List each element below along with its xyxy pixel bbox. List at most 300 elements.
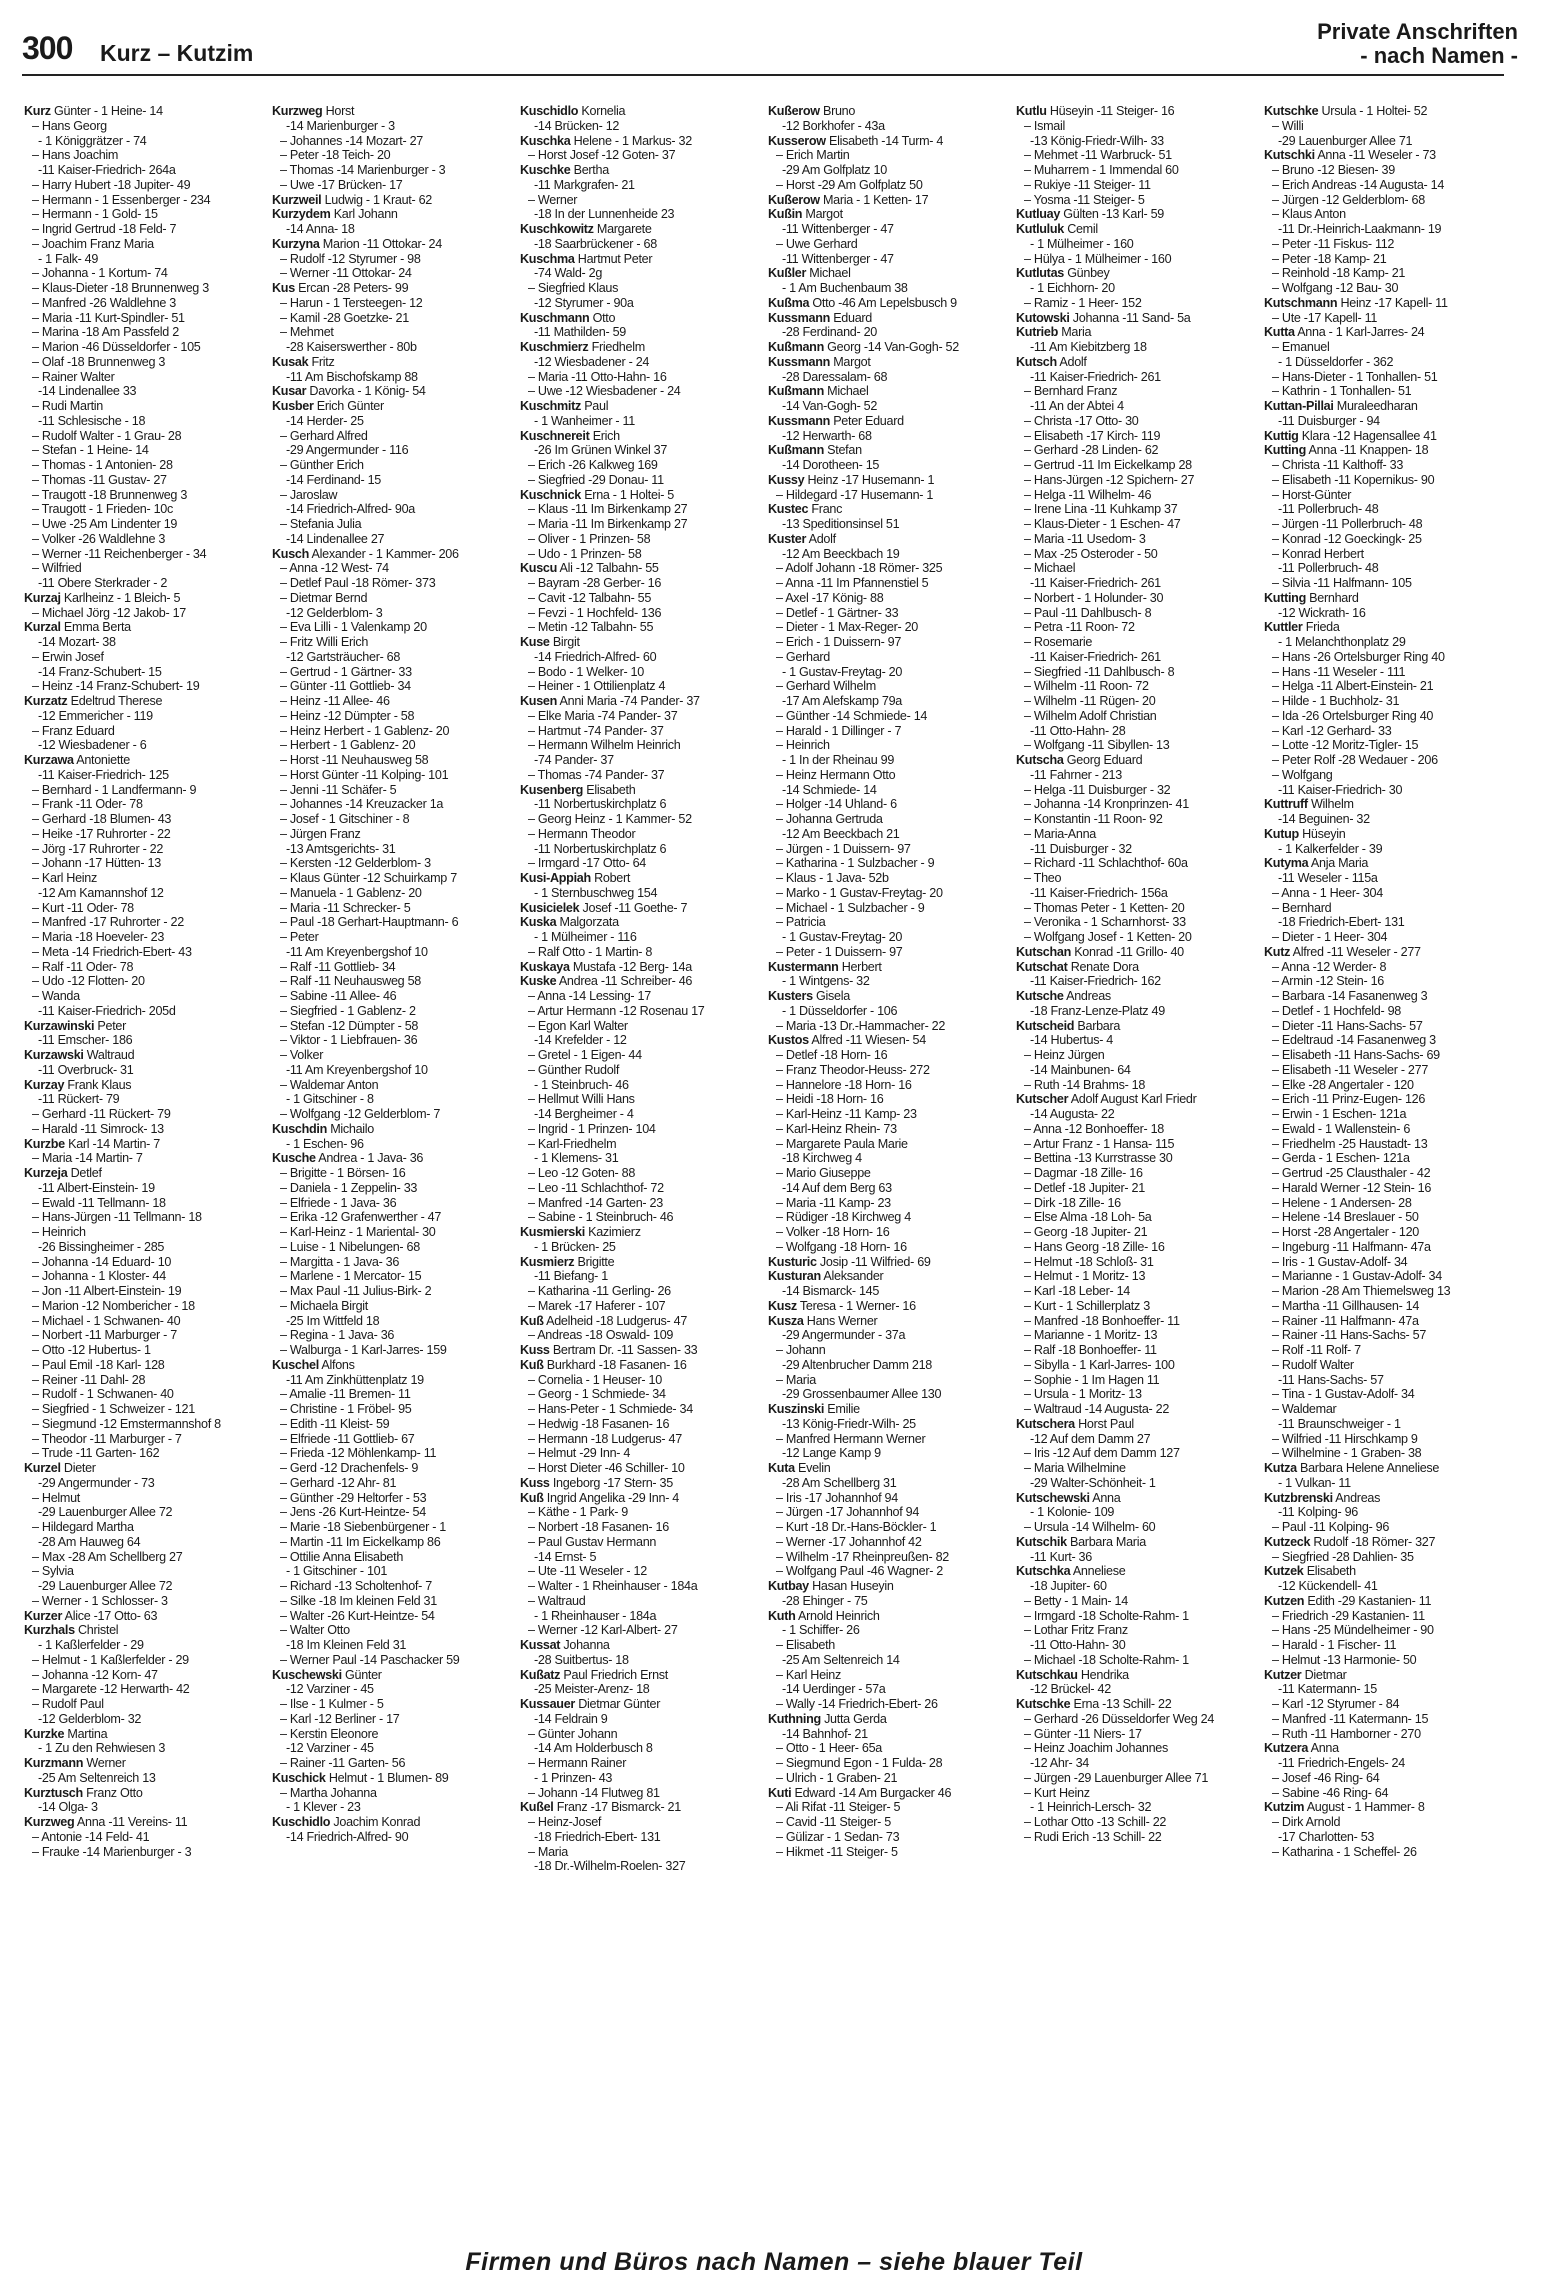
listing-entry: [24, 694, 268, 709]
entry-text: – Hildegard Martha: [32, 1520, 134, 1534]
entry-text: – Hans-Jürgen -11 Tellmann- 18: [32, 1210, 202, 1225]
entry-text: -11 Schlesische - 18: [38, 413, 146, 428]
listing-entry: [272, 355, 516, 370]
entry-text: – Norbert - 1 Holunder- 30: [1024, 590, 1164, 605]
listing-entry: [24, 1255, 268, 1270]
surname: Kurzmann: [24, 1756, 84, 1770]
entry-text: – Jenni -11 Schäfer- 5: [280, 782, 397, 797]
entry-text: – Wilhelm -11 Roon- 72: [1024, 679, 1149, 694]
listing-entry: [520, 178, 764, 193]
entry-text: - 1 Melanchthonplatz 29: [1278, 635, 1406, 649]
listing-entry: [272, 1446, 516, 1461]
listing-entry: [24, 738, 268, 753]
entry-text: – Michael Jörg -12 Jakob- 17: [32, 605, 187, 620]
entry-text: – Karl-Heinz -11 Kamp- 23: [776, 1107, 917, 1121]
surname: Kutting: [1264, 443, 1306, 458]
listing-entry: [1016, 1299, 1260, 1314]
listing-entry: [1264, 945, 1502, 960]
listing-entry: [272, 1815, 516, 1830]
entry-text: – Manfred -26 Waldlehne 3: [32, 295, 176, 310]
listing-entry: [1016, 753, 1260, 768]
listing-entry: [768, 266, 1012, 281]
entry-text: Christel: [78, 1623, 119, 1638]
entry-text: – Klaus -11 Im Birkenkamp 27: [528, 502, 688, 517]
entry-text: Georg Eduard: [1066, 753, 1143, 767]
entry-text: -14 Brücken- 12: [534, 118, 620, 133]
entry-text: -11 Mathilden- 59: [534, 325, 626, 340]
listing-entry: [1264, 1196, 1502, 1211]
listing-entry: [24, 1535, 268, 1550]
entry-text: – Udo -12 Flotten- 20: [32, 974, 145, 989]
entry-text: – Leo -11 Schlachthof- 72: [528, 1180, 664, 1195]
entry-text: – Johanna -14 Kronprinzen- 41: [1024, 797, 1189, 812]
surname: Kutschmann: [1264, 295, 1338, 310]
listing-entry: [768, 827, 1012, 842]
listing-entry: [768, 340, 1012, 355]
listing-entry: [272, 812, 516, 827]
entry-text: – Thomas -74 Pander- 37: [528, 767, 665, 782]
entry-text: – Stefania Julia: [280, 517, 362, 531]
listing-entry: [520, 827, 764, 842]
entry-text: Anja Maria: [1310, 856, 1369, 871]
entry-text: – Horst -28 Angertaler - 120: [1272, 1225, 1420, 1239]
entry-text: Franc: [811, 502, 843, 517]
entry-text: – Maria -11 Usedom- 3: [1024, 531, 1146, 546]
listing-entry: [520, 1122, 764, 1137]
listing-entry: [1264, 547, 1502, 562]
surname: Kutting: [1264, 590, 1306, 605]
entry-text: -28 Am Hauweg 64: [38, 1534, 141, 1549]
entry-text: – Walter -26 Kurt-Heintze- 54: [280, 1608, 435, 1623]
listing-entry: [272, 443, 516, 458]
entry-text: – Kurt Heinz: [1024, 1785, 1090, 1800]
section-title: [1317, 20, 1518, 68]
listing-entry: [520, 1358, 764, 1373]
entry-text: Evelin: [798, 1461, 831, 1475]
listing-entry: [520, 1741, 764, 1756]
entry-text: – Werner -12 Karl-Albert- 27: [528, 1623, 678, 1638]
listing-entry: [24, 193, 268, 208]
listing-entry: [1016, 1387, 1260, 1402]
listing-entry: [272, 989, 516, 1004]
listing-entry: [520, 1255, 764, 1270]
entry-text: – Max -25 Osteroder - 50: [1024, 546, 1158, 561]
entry-text: – Ramiz - 1 Heer- 152: [1024, 295, 1142, 310]
surname: Kus: [272, 281, 295, 295]
listing-entry: [1016, 1284, 1260, 1299]
listing-entry: [1264, 665, 1502, 680]
entry-text: – Gerd -12 Drachenfels- 9: [280, 1461, 419, 1475]
listing-entry: [24, 266, 268, 281]
listing-entry: [24, 768, 268, 783]
entry-text: – Kamil -28 Goetzke- 21: [280, 310, 409, 325]
listing-entry: [768, 856, 1012, 871]
entry-text: – Siegfried -28 Dahlien- 35: [1272, 1549, 1414, 1564]
listing-entry: [272, 237, 516, 252]
entry-text: – Elke Maria -74 Pander- 37: [528, 708, 678, 723]
entry-text: -11 An der Abtei 4: [1030, 399, 1124, 413]
entry-text: – Karl-Heinz Rhein- 73: [776, 1121, 897, 1136]
entry-text: – Rudolf Paul: [32, 1697, 104, 1711]
listing-entry: [520, 591, 764, 606]
entry-text: – Bodo - 1 Welker- 10: [528, 664, 644, 679]
entry-text: Klara -12 Hagensallee 41: [1301, 428, 1437, 443]
entry-text: – Gerhard -28 Linden- 62: [1024, 443, 1159, 458]
listing-entry: [24, 355, 268, 370]
entry-text: - 1 Mülheimer - 116: [534, 930, 637, 944]
entry-text: – Anna -12 Bonhoeffer- 18: [1024, 1121, 1165, 1136]
listing-entry: [768, 960, 1012, 975]
listing-entry: [24, 1033, 268, 1048]
listing-entry: [24, 1476, 268, 1491]
entry-text: -14 Feldrain 9: [534, 1711, 608, 1726]
listing-entry: [1016, 738, 1260, 753]
listing-entry: [768, 694, 1012, 709]
entry-text: – Marie -18 Siebenbürgener - 1: [280, 1520, 447, 1534]
entry-text: -13 Speditionsinsel 51: [782, 517, 900, 531]
entry-text: – Günter -11 Gottlieb- 34: [280, 679, 411, 694]
entry-text: Barbara Maria: [1070, 1534, 1146, 1549]
listing-entry: [1264, 1491, 1502, 1506]
listing-entry: [768, 296, 1012, 311]
surname: Kuttler: [1264, 620, 1303, 635]
listing-entry: [768, 1756, 1012, 1771]
entry-text: -11 Markgrafen- 21: [534, 177, 635, 192]
entry-text: – Ingrid Gertrud -18 Feld- 7: [32, 222, 177, 236]
entry-text: – Wolfgang: [1272, 767, 1333, 782]
entry-text: -14 Lindenallee 27: [286, 531, 385, 546]
entry-text: -18 Franz-Lenze-Platz 49: [1030, 1003, 1165, 1018]
listing-entry: [24, 311, 268, 326]
entry-text: – Thomas Peter - 1 Ketten- 20: [1024, 900, 1185, 915]
listing-entry: [768, 1417, 1012, 1432]
entry-text: Adolf August Karl Friedr: [1070, 1092, 1197, 1107]
listing-entry: [272, 709, 516, 724]
entry-text: – Helmut: [32, 1490, 80, 1505]
entry-text: – Karl-Heinz - 1 Mariental- 30: [280, 1225, 436, 1239]
listing-entry: [24, 1505, 268, 1520]
entry-text: - 1 Gustav-Freytag- 20: [782, 664, 903, 679]
entry-text: – Silke -18 Im kleinen Feld 31: [280, 1593, 437, 1608]
listing-entry: [768, 488, 1012, 503]
listing-entry: [24, 930, 268, 945]
entry-text: – Elisabeth -17 Kirch- 119: [1024, 428, 1161, 443]
listing-entry: [520, 517, 764, 532]
entry-text: – Klaus Anton: [1272, 207, 1346, 222]
listing-entry: [520, 576, 764, 591]
entry-text: -11 Obere Sterkrader - 2: [38, 576, 168, 590]
entry-text: Waltraud: [86, 1048, 135, 1062]
listing-entry: [1264, 532, 1502, 547]
listing-entry: [1264, 1461, 1502, 1476]
entry-text: – Wilhelm Adolf Christian: [1024, 708, 1157, 723]
surname: Kußel: [520, 1800, 554, 1815]
listing-entry: [1016, 1505, 1260, 1520]
entry-text: – Egon Karl Walter: [528, 1018, 628, 1033]
entry-text: – Antonie -14 Feld- 41: [32, 1829, 150, 1844]
entry-text: – Detlef -18 Jupiter- 21: [1024, 1180, 1145, 1195]
entry-text: – Stefan -12 Dümpter - 58: [280, 1018, 419, 1033]
entry-text: – Peter -18 Kamp- 21: [1272, 251, 1387, 266]
entry-text: – Heinrich: [776, 738, 830, 753]
listing-entry: [1264, 768, 1502, 783]
listing-entry: [1264, 738, 1502, 753]
entry-text: Teresa - 1 Werner- 16: [799, 1298, 916, 1313]
listing-entry: [768, 1210, 1012, 1225]
listing-entry: [1016, 1446, 1260, 1461]
entry-text: -18 Jupiter- 60: [1030, 1579, 1107, 1593]
listing-entry: [520, 473, 764, 488]
entry-text: – Rainer -11 Hans-Sachs- 57: [1272, 1328, 1427, 1343]
listing-entry: [1264, 827, 1502, 842]
listing-entry: [1016, 207, 1260, 222]
entry-text: Elisabeth: [586, 782, 636, 797]
entry-text: -12 Am Beeckbach 21: [782, 826, 900, 841]
surname: Kußmann: [768, 340, 824, 354]
listing-entry: [1264, 1756, 1502, 1771]
entry-text: Marion -11 Ottokar- 24: [322, 236, 442, 251]
listing-entry: [768, 1668, 1012, 1683]
entry-text: – Marina -18 Am Passfeld 2: [32, 325, 179, 340]
listing-entry: [24, 1151, 268, 1166]
listing-entry: [272, 1712, 516, 1727]
listing-entry: [272, 694, 516, 709]
listing-entry: [272, 827, 516, 842]
entry-text: – Else Alma -18 Loh- 5a: [1024, 1210, 1152, 1225]
entry-text: -14 Uerdinger - 57a: [782, 1682, 886, 1697]
entry-text: – Muharrem - 1 Immendal 60: [1024, 163, 1179, 177]
listing-entry: [1016, 1255, 1260, 1270]
listing-entry: [24, 296, 268, 311]
surname: Kutzera: [1264, 1741, 1309, 1756]
listing-entry: [768, 1255, 1012, 1270]
entry-text: – Rolf -11 Rolf- 7: [1272, 1343, 1361, 1357]
listing-entry: [272, 281, 516, 296]
entry-text: -12 Emmericher - 119: [38, 708, 153, 723]
entry-text: – Margarete -12 Herwarth- 42: [32, 1682, 190, 1697]
listing-entry: [768, 1358, 1012, 1373]
listing-entry: [1016, 1697, 1260, 1712]
surname: Kusen: [520, 694, 557, 708]
listing-entry: [1264, 694, 1502, 709]
entry-text: - 1 Prinzen- 43: [534, 1770, 613, 1785]
entry-text: – Siegmund Egon - 1 Fulda- 28: [776, 1756, 943, 1770]
listing-entry: [1264, 473, 1502, 488]
listing-entry: [1016, 1741, 1260, 1756]
entry-text: -11 Friedrich-Engels- 24: [1278, 1756, 1405, 1770]
listing-entry: [768, 1299, 1012, 1314]
listing-entry: [768, 1520, 1012, 1535]
entry-text: – Gerhard -18 Blumen- 43: [32, 812, 172, 826]
listing-entry: [768, 1196, 1012, 1211]
entry-text: Cemil: [1067, 222, 1098, 236]
entry-text: – Wilhelm -11 Rügen- 20: [1024, 694, 1156, 708]
entry-text: – Harald -11 Simrock- 13: [32, 1121, 164, 1136]
listing-entry: [1264, 340, 1502, 355]
listing-entry: [1264, 1550, 1502, 1565]
entry-text: -26 Bissingheimer - 285: [38, 1239, 165, 1254]
entry-text: – Paul Emil -18 Karl- 128: [32, 1357, 165, 1372]
entry-text: -29 Angermunder - 73: [38, 1475, 155, 1490]
surname: Kusber: [272, 399, 314, 413]
entry-text: – Manfred -14 Garten- 23: [528, 1195, 663, 1210]
listing-entry: [24, 517, 268, 532]
listing-entry: [272, 207, 516, 222]
entry-text: – Walter - 1 Rheinhauser - 184a: [528, 1579, 698, 1593]
listing-entry: [768, 1564, 1012, 1579]
entry-text: Konrad -11 Grillo- 40: [1074, 944, 1184, 959]
entry-text: - 1 Steinbruch- 46: [534, 1077, 629, 1092]
listing-entry: [520, 532, 764, 547]
listing-entry: [272, 1476, 516, 1491]
listing-entry: [272, 753, 516, 768]
entry-text: – Siegfried - 1 Schweizer - 121: [32, 1402, 195, 1416]
listing-entry: [24, 1594, 268, 1609]
entry-text: – Hermann - 1 Essenberger - 234: [32, 192, 211, 207]
listing-entry: [768, 1727, 1012, 1742]
entry-text: – Bernhard: [1272, 900, 1332, 915]
entry-text: - 1 Rheinhauser - 184a: [534, 1608, 657, 1623]
entry-text: - 1 Königgrätzer - 74: [38, 133, 147, 148]
listing-entry: [768, 1741, 1012, 1756]
listing-entry: [24, 620, 268, 635]
surname: Kutsch: [1016, 354, 1057, 369]
entry-text: – Helga -11 Duisburger - 32: [1024, 782, 1171, 797]
entry-text: – Ralf -18 Bonhoeffer- 11: [1024, 1343, 1157, 1357]
listing-entry: [520, 1387, 764, 1402]
entry-text: – Hermann Theodor: [528, 826, 636, 841]
entry-text: – Edeltraud -14 Fasanenweg 3: [1272, 1033, 1436, 1048]
listing-entry: [520, 1033, 764, 1048]
listing-entry: [1016, 178, 1260, 193]
entry-text: – Helga -11 Wilhelm- 46: [1024, 487, 1152, 502]
entry-text: Dietmar: [1304, 1667, 1347, 1682]
listing-entry: [768, 355, 1012, 370]
listing-entry: [1264, 1284, 1502, 1299]
entry-text: Bernhard: [1309, 590, 1359, 605]
entry-text: – Waltraud: [528, 1593, 586, 1608]
entry-text: -12 Wickrath- 16: [1278, 605, 1366, 620]
entry-text: – Werner -17 Johannhof 42: [776, 1534, 922, 1549]
surname: Kutta: [1264, 325, 1295, 340]
entry-text: – Harry Hubert -18 Jupiter- 49: [32, 177, 191, 192]
surname: Kuschidlo: [272, 1815, 331, 1829]
entry-text: Otto -46 Am Lepelsbusch 9: [812, 295, 957, 310]
listing-entry: [1264, 296, 1502, 311]
listing-entry: [24, 1461, 268, 1476]
entry-text: – Johanna - 1 Kortum- 74: [32, 266, 168, 281]
listing-entry: [24, 414, 268, 429]
entry-text: – Karl -12 Gerhard- 33: [1272, 723, 1392, 738]
entry-text: Andrea -11 Schreiber- 46: [558, 974, 693, 989]
listing-entry: [272, 768, 516, 783]
listing-entry: [520, 812, 764, 827]
listing-entry: [1016, 1594, 1260, 1609]
listing-entry: [768, 665, 1012, 680]
entry-text: – Siegfried -29 Donau- 11: [528, 472, 664, 487]
listing-entry: [1016, 429, 1260, 444]
entry-text: – Yosma -11 Steiger- 5: [1024, 192, 1145, 207]
entry-text: Friedhelm: [591, 340, 645, 354]
listing-entry: [1264, 989, 1502, 1004]
listing-entry: [272, 606, 516, 621]
entry-text: Paul Friedrich Ernst: [563, 1667, 668, 1682]
entry-text: – Michael: [1024, 561, 1076, 576]
entry-text: – Armin -12 Stein- 16: [1272, 974, 1384, 989]
entry-text: – Jürgen - 1 Duissern- 97: [776, 841, 911, 856]
listing-entry: [520, 1402, 764, 1417]
listing-entry: [768, 650, 1012, 665]
entry-text: – Rudolf Walter - 1 Grau- 28: [32, 428, 182, 443]
entry-text: -11 Norbertuskirchplatz 6: [534, 797, 667, 812]
listing-entry: [520, 1682, 764, 1697]
entry-text: Eduard: [833, 310, 872, 325]
listing-entry: [520, 1727, 764, 1742]
listing-entry: [1264, 1520, 1502, 1535]
listing-entry: [24, 1800, 268, 1815]
page-header: [22, 19, 1518, 76]
entry-text: – Cavit -12 Talbahn- 55: [528, 590, 652, 605]
listing-entry: [1016, 488, 1260, 503]
listing-entry: [1264, 901, 1502, 916]
listing-entry: [272, 148, 516, 163]
entry-text: – Horst Dieter -46 Schiller- 10: [528, 1461, 685, 1475]
entry-text: – Klaus-Dieter - 1 Eschen- 47: [1024, 517, 1181, 531]
entry-text: – Marion -46 Düsseldorfer - 105: [32, 340, 201, 354]
entry-text: – Heinz-Josef: [528, 1815, 602, 1829]
listing-entry: [768, 724, 1012, 739]
entry-text: -11 Braunschweiger - 1: [1278, 1416, 1401, 1431]
entry-text: – Ingrid - 1 Prinzen- 104: [528, 1121, 656, 1136]
entry-text: Peter: [97, 1018, 126, 1033]
listing-entry: [1016, 1196, 1260, 1211]
entry-text: – Heinz Jürgen: [1024, 1048, 1105, 1062]
entry-text: – Daniela - 1 Zeppelin- 33: [280, 1180, 418, 1195]
entry-text: – Franz Theodor-Heuss- 272: [776, 1062, 930, 1077]
listing-entry: [1264, 1609, 1502, 1624]
listing-entry: [1264, 1004, 1502, 1019]
entry-text: – Veronika - 1 Scharnhorst- 33: [1024, 915, 1186, 930]
listing-entry: [272, 1387, 516, 1402]
surname: Kusi-Appiah: [520, 871, 591, 885]
listing-entry: [1016, 1682, 1260, 1697]
listing-entry: [1016, 502, 1260, 517]
listing-entry: [272, 1299, 516, 1314]
listing-entry: [520, 1550, 764, 1565]
entry-text: – Richard -11 Schlachthof- 60a: [1024, 856, 1188, 871]
listing-entry: [520, 620, 764, 635]
surname: Kußerow: [768, 104, 820, 118]
listing-entry: [768, 797, 1012, 812]
listing-entry: [24, 1240, 268, 1255]
entry-text: – Hans -26 Ortelsburger Ring 40: [1272, 649, 1445, 664]
entry-text: -14 Friedrich-Alfred- 90a: [286, 502, 415, 517]
entry-text: – Hermann -18 Ludgerus- 47: [528, 1431, 682, 1446]
listing-entry: [768, 1343, 1012, 1358]
surname: Kurzyna: [272, 236, 320, 251]
entry-text: – Ute -11 Weseler - 12: [528, 1564, 647, 1579]
listing-entry: [520, 989, 764, 1004]
entry-text: -11 Kaiser-Friedrich- 261: [1030, 649, 1161, 664]
listing-entry: [24, 1225, 268, 1240]
entry-text: – Ulrich - 1 Graben- 21: [776, 1770, 898, 1785]
entry-text: – Erich -26 Kalkweg 169: [528, 458, 658, 472]
listing-entry: [768, 148, 1012, 163]
surname: Kutowski: [1016, 310, 1070, 325]
listing-entry: [520, 974, 764, 989]
entry-text: – Heinz Hermann Otto: [776, 767, 896, 782]
entry-text: – Johann -17 Hütten- 13: [32, 856, 161, 871]
